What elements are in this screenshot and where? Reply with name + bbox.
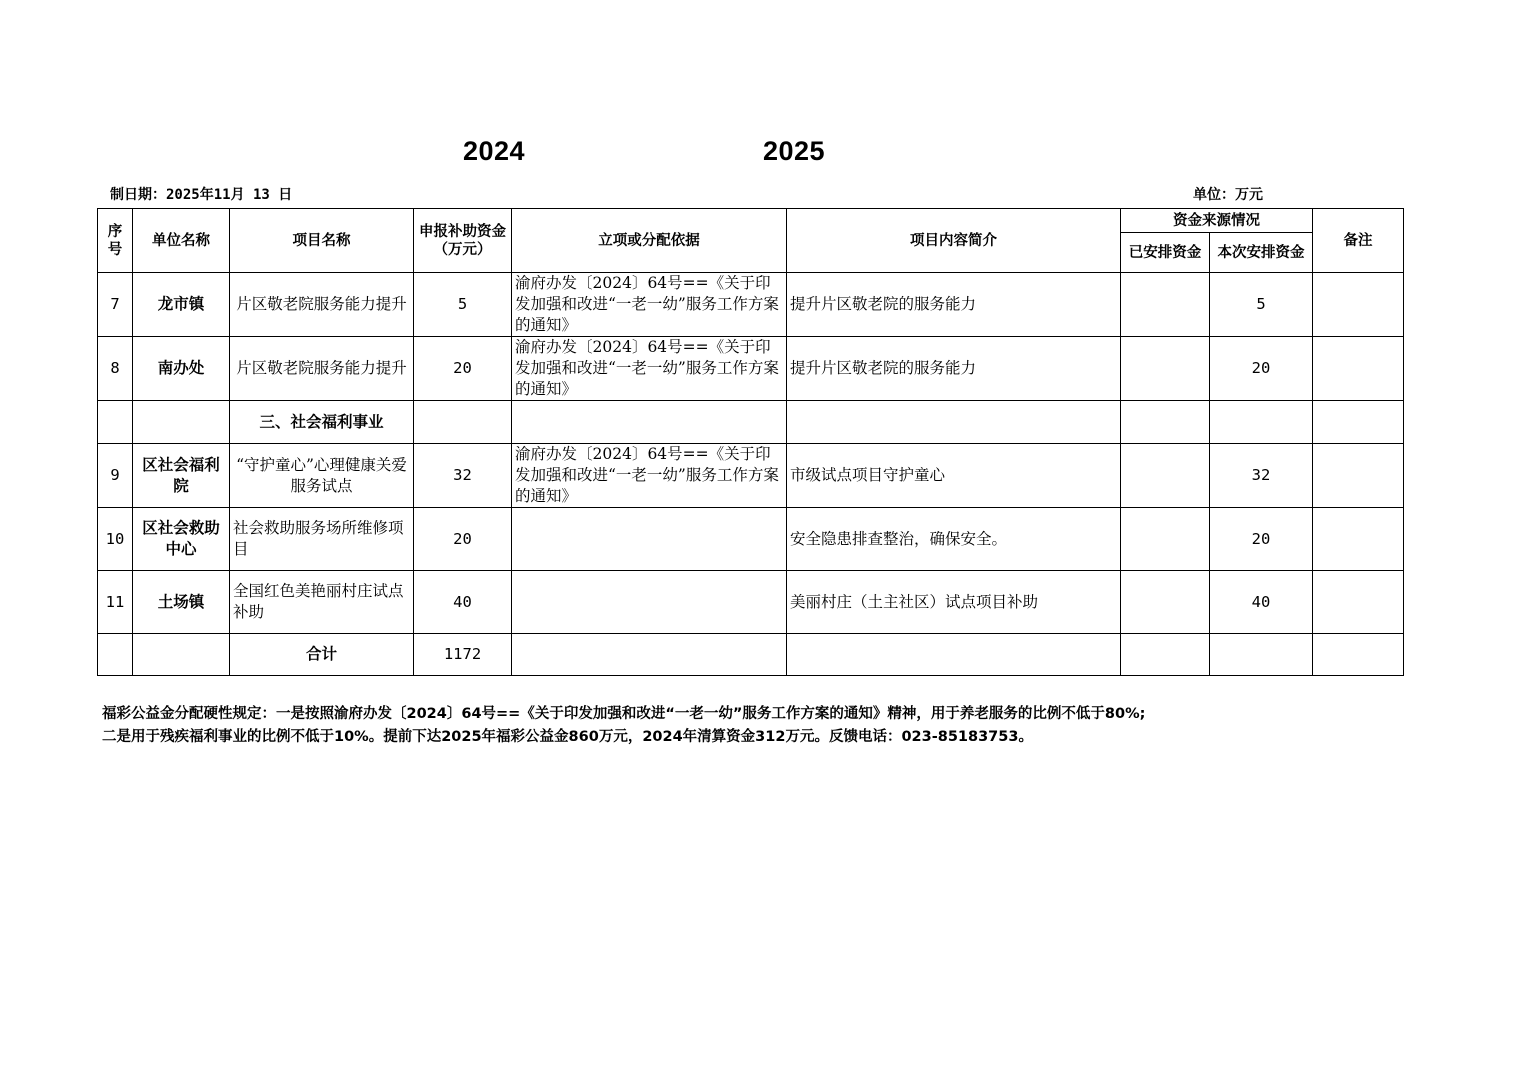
cell-unit: 土场镇 <box>133 571 230 634</box>
header-seq: 序号 <box>98 209 133 273</box>
total-amount: 1172 <box>414 634 512 676</box>
cell-seq: 10 <box>98 508 133 571</box>
total-label: 合计 <box>230 634 414 676</box>
cell-basis: 渝府办发〔2024〕64号==《关于印发加强和改进“一老一幼”服务工作方案的通知》 <box>512 444 787 508</box>
cell-empty <box>787 634 1121 676</box>
document-date: 制日期：2025年11月 13 日 <box>110 187 293 203</box>
table-row <box>98 337 1404 401</box>
cell-empty <box>98 634 133 676</box>
cell-current: 32 <box>1210 444 1313 508</box>
cell-remarks <box>1313 571 1404 634</box>
cell-basis <box>512 508 787 571</box>
cell-empty <box>1313 401 1404 444</box>
cell-basis <box>512 571 787 634</box>
cell-remarks <box>1313 508 1404 571</box>
cell-arranged <box>1121 273 1210 337</box>
table-row <box>98 273 1404 337</box>
cell-amount: 32 <box>414 444 512 508</box>
footer-line-1: 福彩公益金分配硬性规定：一是按照渝府办发〔2024〕64号==《关于印发加强和改进“一老一幼”服务工作方案的通知》精神，用于养老服务的比例不低于80%; <box>102 706 1146 722</box>
cell-empty <box>98 401 133 444</box>
cell-empty <box>1210 401 1313 444</box>
cell-basis: 渝府办发〔2024〕64号==《关于印发加强和改进“一老一幼”服务工作方案的通知》 <box>512 337 787 401</box>
cell-summary: 安全隐患排查整治，确保安全。 <box>787 508 1121 571</box>
cell-empty <box>1121 634 1210 676</box>
cell-empty <box>512 401 787 444</box>
header-current: 本次安排资金 <box>1210 233 1313 273</box>
cell-amount: 40 <box>414 571 512 634</box>
cell-remarks <box>1313 337 1404 401</box>
cell-current: 40 <box>1210 571 1313 634</box>
cell-arranged <box>1121 571 1210 634</box>
cell-seq: 11 <box>98 571 133 634</box>
header-project-name: 项目名称 <box>230 209 414 273</box>
cell-empty <box>1210 634 1313 676</box>
cell-arranged <box>1121 508 1210 571</box>
cell-empty <box>1313 634 1404 676</box>
unit-label: 单位：万元 <box>1193 187 1263 203</box>
cell-empty <box>414 401 512 444</box>
header-basis: 立项或分配依据 <box>512 209 787 273</box>
cell-summary: 市级试点项目守护童心 <box>787 444 1121 508</box>
cell-empty <box>133 634 230 676</box>
cell-seq: 9 <box>98 444 133 508</box>
cell-empty <box>512 634 787 676</box>
cell-remarks <box>1313 444 1404 508</box>
cell-summary: 提升片区敬老院的服务能力 <box>787 337 1121 401</box>
cell-project: 社会救助服务场所维修项目 <box>230 508 414 571</box>
cell-project: 片区敬老院服务能力提升 <box>230 273 414 337</box>
cell-empty <box>787 401 1121 444</box>
cell-unit: 区社会救助中心 <box>133 508 230 571</box>
cell-current: 20 <box>1210 508 1313 571</box>
cell-summary: 提升片区敬老院的服务能力 <box>787 273 1121 337</box>
header-remarks: 备注 <box>1313 209 1404 273</box>
cell-current: 5 <box>1210 273 1313 337</box>
cell-unit: 南办处 <box>133 337 230 401</box>
table-row <box>98 508 1404 571</box>
cell-empty <box>1121 401 1210 444</box>
cell-summary: 美丽村庄（土主社区）试点项目补助 <box>787 571 1121 634</box>
table-row <box>98 444 1404 508</box>
cell-unit: 龙市镇 <box>133 273 230 337</box>
cell-amount: 20 <box>414 337 512 401</box>
footer-note <box>102 703 1402 749</box>
footer-line-2: 二是用于残疾福利事业的比例不低于10%。提前下达2025年福彩公益金860万元，2024年清算资金312万元。反馈电话：023-85183753。 <box>102 729 1033 745</box>
cell-unit: 区社会福利院 <box>133 444 230 508</box>
cell-project: “守护童心”心理健康关爱服务试点 <box>230 444 414 508</box>
cell-remarks <box>1313 273 1404 337</box>
cell-current: 20 <box>1210 337 1313 401</box>
header-amount: 申报补助资金（万元） <box>414 209 512 273</box>
cell-amount: 5 <box>414 273 512 337</box>
table-row <box>98 571 1404 634</box>
section-row <box>98 401 1404 444</box>
cell-project: 片区敬老院服务能力提升 <box>230 337 414 401</box>
allocation-table <box>97 208 1404 676</box>
total-row <box>98 634 1404 676</box>
cell-project: 全国红色美艳丽村庄试点补助 <box>230 571 414 634</box>
section-label: 三、社会福利事业 <box>230 401 414 444</box>
title-year-left: 2024 <box>463 136 526 166</box>
cell-amount: 20 <box>414 508 512 571</box>
cell-arranged <box>1121 337 1210 401</box>
header-summary: 项目内容简介 <box>787 209 1121 273</box>
cell-basis: 渝府办发〔2024〕64号==《关于印发加强和改进“一老一幼”服务工作方案的通知》 <box>512 273 787 337</box>
header-fund-source: 资金来源情况 <box>1121 209 1313 233</box>
header-unit-name: 单位名称 <box>133 209 230 273</box>
cell-arranged <box>1121 444 1210 508</box>
cell-empty <box>133 401 230 444</box>
cell-seq: 8 <box>98 337 133 401</box>
header-arranged: 已安排资金 <box>1121 233 1210 273</box>
cell-seq: 7 <box>98 273 133 337</box>
title-year-right: 2025 <box>763 136 826 166</box>
